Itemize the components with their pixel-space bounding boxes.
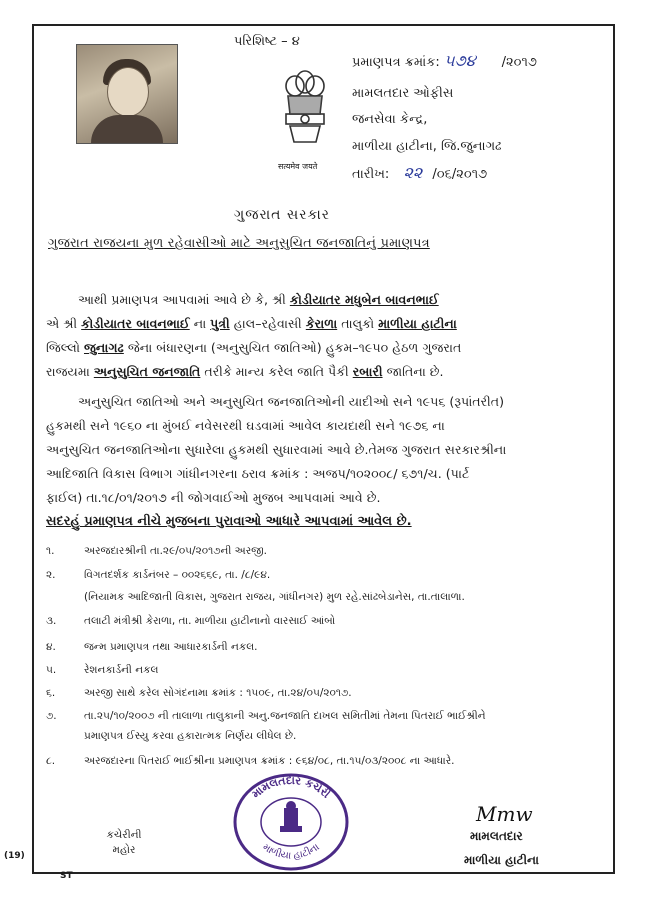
officer-signature: Mmw bbox=[476, 802, 533, 826]
signatory-place: માળીયા હાટીના bbox=[464, 853, 539, 867]
office-place: માળીયા હાટીના, જિ.જુનાગઢ bbox=[352, 139, 502, 154]
government-title: ગુજરાત સરકાર bbox=[234, 207, 330, 223]
certificate-title: ગુજરાત રાજયના મુળ રહેવાસીઓ માટે અનુસુચિત જનજાતિનું પ્રમાણપત્ર bbox=[48, 236, 430, 251]
national-emblem-icon bbox=[270, 64, 340, 164]
certificate-date: તારીખ: ૨૨ /૦૬/૨૦૧૭ bbox=[352, 163, 488, 182]
paragraph-2-line-1: અનુસુચિત જાતિઓ અને અનુસુચિત જનજાતિઓની યાદીઓ સને ૧૯૫૬ (રૂપાંતરીત) bbox=[78, 394, 505, 409]
applicant-name: કોડીયાતર મધુબેન બાવનભાઈ bbox=[289, 292, 439, 307]
seal-ring-top: મામલતદાર કચેરી bbox=[249, 773, 333, 801]
certificate-number: પ્રમાણપત્ર ક્રમાંક: ૫૭૪ /૨૦૧૭ bbox=[352, 51, 537, 70]
father-name: કોડીયાતર બાવનભાઈ bbox=[81, 316, 190, 331]
page-number: (19) bbox=[4, 851, 25, 861]
applicant-photo bbox=[76, 44, 178, 144]
office-name: મામલતદાર ઓફીસ bbox=[352, 86, 454, 101]
paragraph-1-line-2: એ શ્રી કોડીયાતર બાવનભાઈ ના પુત્રી હાલ–રહેવાસી કેરાળા તાલુકો માળીયા હાટીના bbox=[46, 316, 457, 331]
svg-text:માળીયા હાટીના bbox=[260, 841, 322, 861]
paragraph-2-line-2: હુકમથી સને ૧૯૬૦ ના મુંબઈ નવેસરથી ઘડવામાં આવેલ કાયદાથી સને ૧૯૭૬ ના bbox=[46, 418, 445, 433]
office-seal-stamp bbox=[232, 772, 350, 872]
paragraph-2-line-3: અનુસુચિત જનજાતિઓના સુધારેલા હુકમથી સુધારવામાં આવે છે.તેમજ ગુજરાત સરકારશ્રીના bbox=[46, 442, 507, 457]
signatory-title: મામલતદાર bbox=[470, 829, 523, 843]
certificate-number-value: ૫૭૪ bbox=[443, 51, 476, 70]
paragraph-2-line-4: આદિજાતિ વિકાસ વિભાગ ગાંધીનગરના ઠરાવ ક્રમાંક : અજપ/૧૦૨૦૦૮/ ૬૭૧/ચ. (પાર્ટ bbox=[46, 466, 470, 481]
evidence-list: ૧. અરજદારશ્રીની તા.૨૯/૦૫/૨૦૧૭ની અરજી. ૨. વિગતદર્શક કાર્ડનંબર – ૦૦૨૬૬૯, તા. /૮/૯૪. (નિયામક આદિજાતી વિકાસ, ગુજરાત રાજય, ગાંધીનગર) મુળ રહે.સાંઢબેડાનેસ, તા.તાલાળા. ૩. તલાટી મંત્રીશ્રી કેરાળા, તા. માળીયા હાટીનાનો વારસાઈ આંબો ૪. જન્મ પ્રમાણપત્ર તથા આધારકાર્ડની નકલ. ૫. રેશનકાર્ડની નકલ ૬. અરજી સાથે કરેલ સોગંદનામા ક્રમાંક : ૧૫૦૯, તા.૨૪/૦૫/૨૦૧૭. ૭. તા.૨૫/૧૦/૨૦૦૭ ની તાલાળા તાલુકાની અનુ.જનજાતિ દાખલ સમિતીમાં તેમના પિતરાઈ ભાઈશ્રીને પ્રમાણપત્ર ઈસ્યુ કરવા હકારાત્મક નિર્ણય લીધેલ છે. ૮. અરજદારના પિતરાઈ ભાઈશ્રીના પ્રમાણપત્ર ક્રમાંક : ૯૬૪/૦૮, તા.૧૫/૦૩/૨૦૦૮ ના આધારે. bbox=[46, 545, 486, 767]
paragraph-1-line-3: જિલ્લો જુનાગઢ જેના બંધારણના (અનુસુચિત જાતિઓ) હુકમ–૧૯૫૦ હેઠળ ગુજરાત bbox=[46, 340, 462, 355]
clerk-initials: ST bbox=[60, 871, 73, 881]
office-kendra: જનસેવા કેન્દ્ર, bbox=[352, 112, 428, 127]
emblem-motto: सत्यमेव जयते bbox=[278, 162, 318, 171]
paragraph-1-line-1: આથી પ્રમાણપત્ર આપવામાં આવે છે કે, શ્રી કોડીયાતર મધુબેન બાવનભાઈ bbox=[78, 292, 439, 307]
office-seal-label: કચેરીની મહોર bbox=[106, 829, 142, 856]
evidence-heading: સદરહું પ્રમાણપત્ર નીચે મુજબના પુરાવાઓ આધારે આપવામાં આવેલ છે. bbox=[46, 514, 412, 529]
svg-text:મામલતદાર કચેરી bbox=[249, 774, 333, 801]
paragraph-1-line-4: રાજયમા અનુસુચિત જનજાતિ તરીકે માન્ય કરેલ જાતિ પૈકી રબારી જાતિના છે. bbox=[46, 364, 444, 379]
appendix-label: પરિશિષ્ટ – ૪ bbox=[234, 34, 300, 49]
certificate-page bbox=[32, 24, 615, 874]
paragraph-2-line-5: ફાઈલ) તા.૧૮/૦૧/૨૦૧૭ ની જોગવાઈઓ મુજબ આપવામાં આવે છે. bbox=[46, 490, 381, 505]
seal-ring-bottom: માળીયા હાટીના bbox=[260, 841, 322, 862]
